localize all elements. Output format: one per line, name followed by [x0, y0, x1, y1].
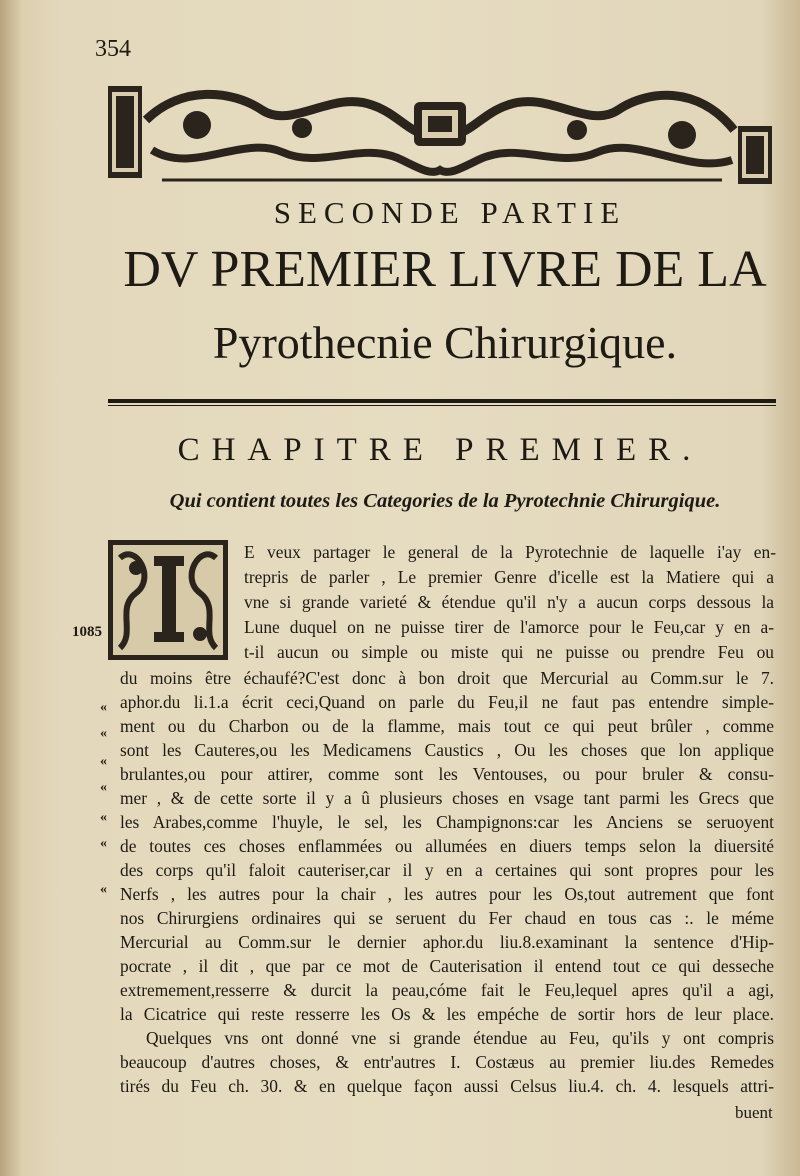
- text-line: la Cicatrice qui reste resserre les Os & les empéche de sortir hors de leur place.: [120, 1004, 774, 1024]
- text-line: pocrate , il dit , que par ce mot de Cauterisation il entend tout ce qui desseche: [120, 956, 774, 976]
- text-line: trepris de parler , Le premier Genre d'icelle est la Matiere qui a: [244, 567, 774, 587]
- text-line: beaucoup d'autres choses, & entr'autres I. Costæus au premier liu.des Remedes: [120, 1052, 774, 1072]
- quote-mark: «: [100, 780, 107, 795]
- text-line: t-il aucun ou simple ou miste qui ne puisse ou prendre Feu ou: [244, 642, 774, 662]
- quote-mark: «: [100, 754, 107, 769]
- catchword: buent: [735, 1103, 773, 1122]
- text-line: Quelques vns ont donné vne si grande étendue au Feu, qu'ils y ont compris: [146, 1028, 774, 1048]
- chapter-title: CHAPITRE PREMIER.: [177, 432, 703, 468]
- text-line: mer , & de cette sorte il y a û plusieurs choses en vsage tant parmi les Grecs que: [120, 788, 774, 808]
- margin-year-note: 1085: [72, 624, 102, 640]
- text-line: vne si grande varieté & étendue qu'il n'y a aucun corps dessous la: [244, 592, 774, 612]
- text-line: du moins être échaufé?C'est donc à bon droit que Mercurial au Comm.sur le 7.: [120, 668, 774, 688]
- text-line: Lune duquel on ne puisse tirer de l'amorce pour le Feu,car y en a-: [244, 617, 774, 637]
- text-line: des corps qu'il faloit cauteriser,car il y en a certaines qui sont propres pour les: [120, 860, 774, 880]
- text-line: sont les Cauteres,ou les Medicamens Caustics , Ou les choses que lon applique: [120, 740, 774, 760]
- text-line: tirés du Feu ch. 30. & en quelque façon aussi Celsus liu.4. ch. 4. lesquels attri-: [120, 1076, 774, 1096]
- quote-mark: «: [100, 810, 107, 825]
- text-line: ment ou du Charbon ou de la flamme, mais tout ce qui peut brûler , comme: [120, 716, 774, 736]
- text-line: extremement,resserre & durcit la peau,cóme fait le Feu,lequel apres qu'il a agi,: [120, 980, 774, 1000]
- quote-mark: «: [100, 726, 107, 741]
- text-line: Mercurial au Comm.sur le dernier aphor.du liu.8.examinant la sentence d'Hip-: [120, 932, 774, 952]
- text-line: E veux partager le general de la Pyrotechnie de laquelle i'ay en-: [244, 542, 776, 562]
- text-line: aphor.du li.1.a écrit ceci,Quand on parle du Feu,il ne faut pas entendre simple-: [120, 692, 774, 712]
- book-subtitle: Pyrothecnie Chirurgique.: [212, 317, 678, 368]
- text-line: brulantes,ou pour attirer, comme sont les Ventouses, ou pour bruler & consu-: [120, 764, 774, 784]
- text-line: Nerfs , les autres pour la chair , les autres pour les Os,tout autrement que font: [120, 884, 774, 904]
- quote-mark: «: [100, 882, 107, 897]
- chapter-subtitle: Qui contient toutes les Categories de la Pyrotechnie Chirurgique.: [169, 490, 721, 512]
- book-title: DV PREMIER LIVRE DE LA: [123, 241, 767, 298]
- text-line: de toutes ces choses enflammées ou allumées en diuers temps selon la diuersité: [120, 836, 774, 856]
- text-line: les Arabes,comme l'huyle, le sel, les Champignons:car les Anciens se seruoyent: [120, 812, 774, 832]
- quote-mark: «: [100, 836, 107, 851]
- quote-mark: «: [100, 700, 107, 715]
- page-number: 354: [95, 36, 131, 62]
- part-title: SECONDE PARTIE: [273, 195, 627, 230]
- text-line: nos Chirurgiens ordinaires qui se seruent du Fer chaud en tous cas :. le méme: [120, 908, 774, 928]
